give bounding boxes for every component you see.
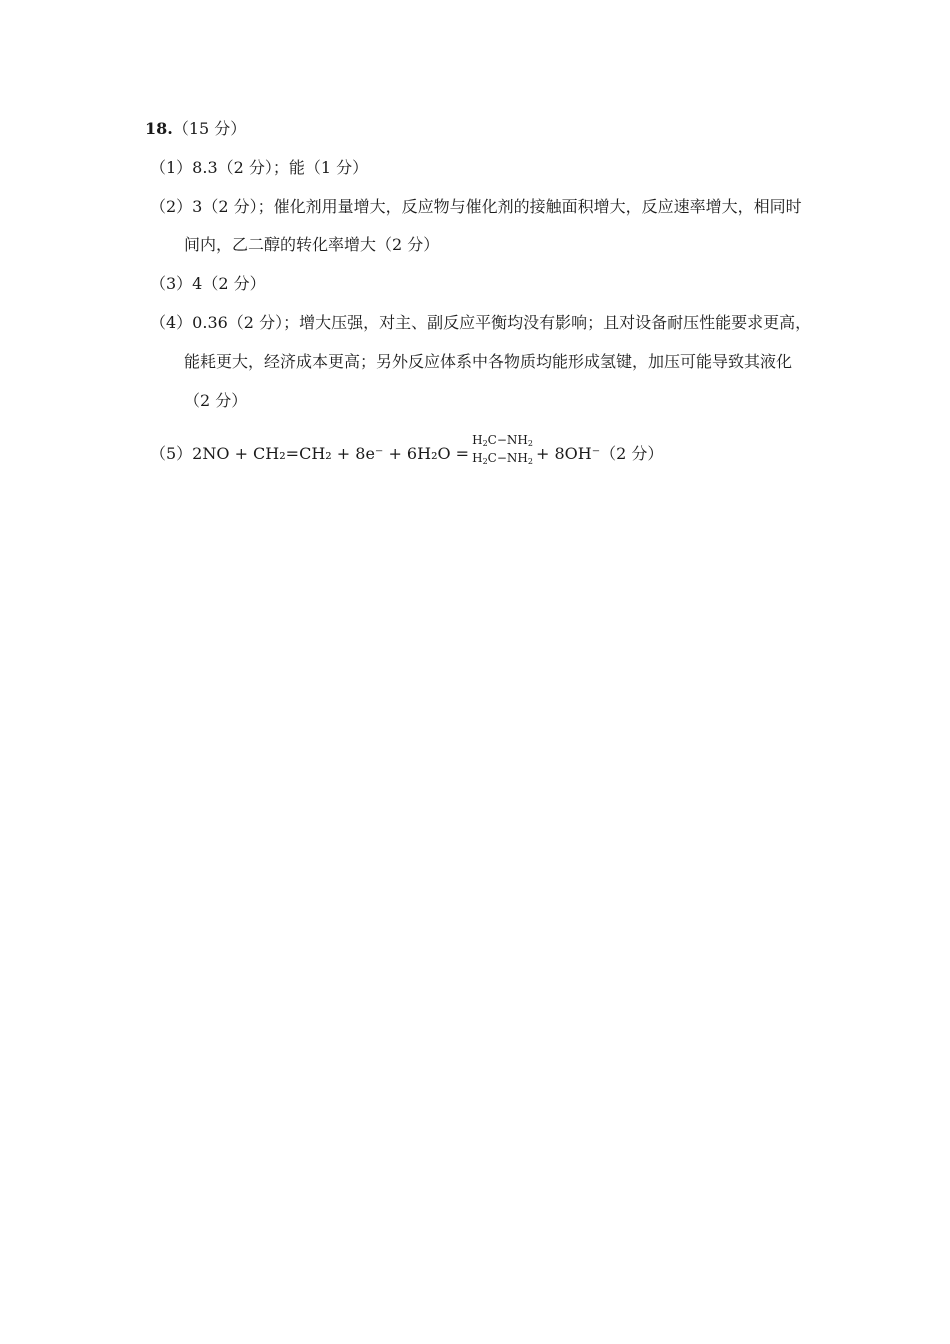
answer-part-4-line-3: （2 分） [184, 391, 248, 410]
answer-part-2-line-1: （2）3（2 分）；催化剂用量增大，反应物与催化剂的接触面积增大，反应速率增大，相同时 [150, 197, 802, 216]
ethylenediamine-structure [472, 433, 533, 469]
question-number: 18. [145, 119, 173, 138]
equation-left-side: （5）2NO + CH₂=CH₂ + 8e⁻ + 6H₂O = [150, 444, 470, 463]
answer-part-1: （1）8.3（2 分）；能（1 分） [150, 158, 369, 177]
answer-part-4-line-2: 能耗更大，经济成本更高；另外反应体系中各物质均能形成氢键，加压可能导致其液化 [184, 352, 793, 371]
answer-part-4-line-1: （4）0.36（2 分）；增大压强，对主、副反应平衡均没有影响；且对设备耐压性能要求更高， [150, 313, 812, 332]
answer-part-5-equation [150, 433, 664, 472]
question-heading [145, 119, 246, 139]
structure-row-bottom: $H_2C-NH_2$ [472, 451, 533, 466]
question-score: （15 分） [172, 119, 247, 138]
equation-right-side: + 8OH⁻（2 分） [535, 444, 664, 463]
answer-part-2-line-2: 间内，乙二醇的转化率增大（2 分） [184, 235, 440, 254]
answer-part-3: （3）4（2 分） [150, 274, 266, 293]
structure-row-top: $H_2C-NH_2$ [472, 433, 533, 448]
